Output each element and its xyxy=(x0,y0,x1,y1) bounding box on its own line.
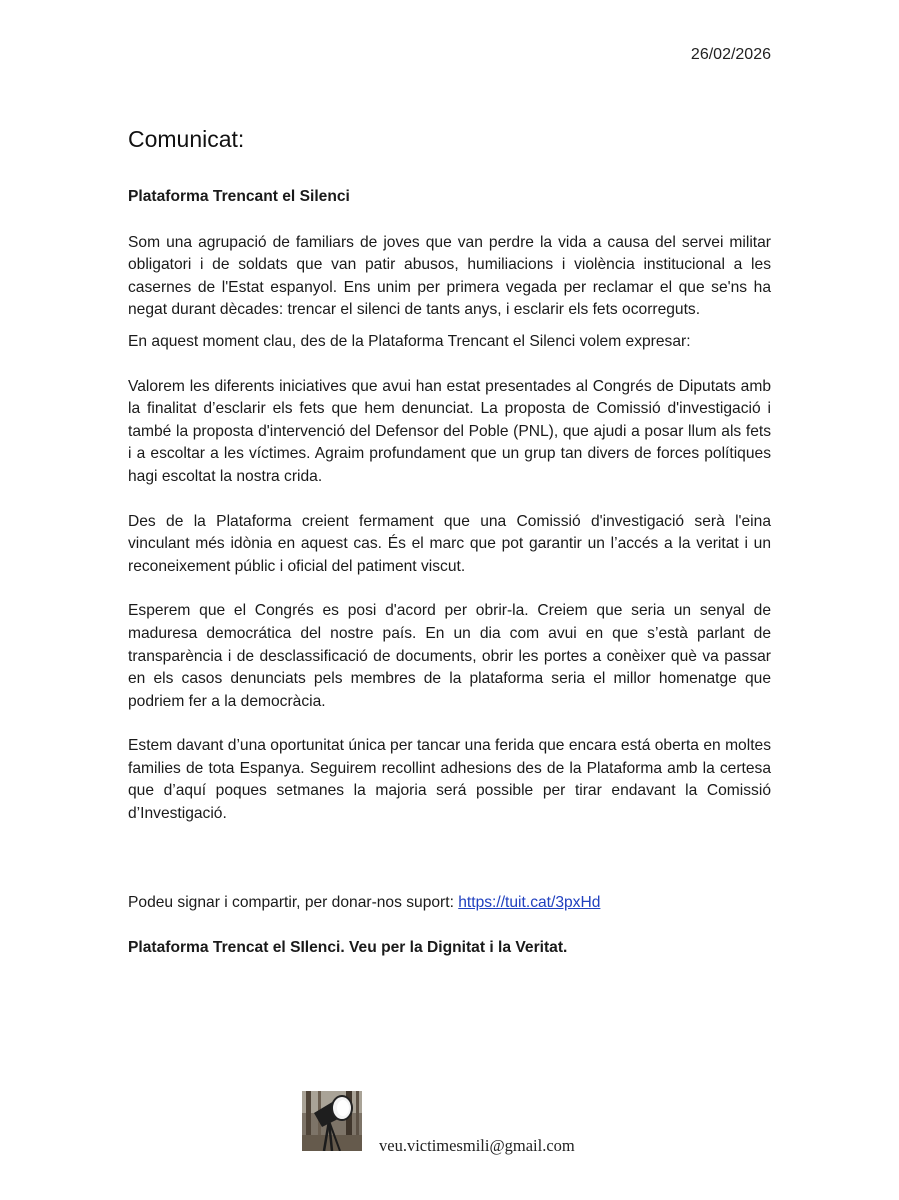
sign-text: Podeu signar i compartir, per donar-nos suport: xyxy=(128,893,459,911)
closing-signature: Plataforma Trencat el SIlenci. Veu per la Dignitat i la Veritat. xyxy=(128,939,568,957)
paragraph-lead: En aquest moment clau, des de la Plataforma Trencant el Silenci volem expresar: xyxy=(128,332,691,350)
document-body xyxy=(128,186,771,960)
spotlight-logo-icon xyxy=(302,1091,362,1151)
contact-email: veu.victimesmili@gmail.com xyxy=(379,1136,575,1155)
sign-line xyxy=(128,892,771,915)
document-date: 26/02/2026 xyxy=(690,46,771,63)
paragraph-intro: Som una agrupació de familiars de joves que van perdre la vida a causa del servei militar obligatori i de soldats que van patir abusos, humiliacions i violència institucional a les casernes de l'Estat espanyol. Ens unim per primera vegada per reclamar el que se'ns ha negat durant dècades: trencar el silenci de tants anys, i esclarir els fets ocorreguts. xyxy=(128,233,771,319)
petition-link[interactable]: https://tuit.cat/3pxHd xyxy=(458,893,601,911)
paragraph-initiatives: Valorem les diferents iniciatives que avui han estat presentades al Congrés de Diputats amb la finalitat d’esclarir els fets que hem denunciat. La proposta de Comissió d'investigació i també la proposta d'intervenció del Defensor del Poble (PNL), que ajudi a posar llum als fets i a escoltar a les víctimes. Agraim profundament que un grup tan divers de forces polítiques hagi escoltat la nostra crida. xyxy=(128,377,771,485)
paragraph-commission: Des de la Plataforma creient fermament que una Comissió d'investigació serà l'eina vinculant més idònia en aquest cas. És el marc que pot garantir un l’accés a la veritat i un reconeixement públic i oficial del patiment viscut. xyxy=(128,512,771,575)
paragraph-congress: Esperem que el Congrés es posi d'acord per obrir-la. Creiem que seria un senyal de maduresa democrática del nostre país. En un dia com avui en que s’està parlant de transparència i de desclassificació de documents, obrir les portes a conèixer què va passar en els casos denunciats pels membres de la plataforma seria el millor homenatge que podriem fer a la democràcia. xyxy=(128,602,771,710)
document-title: Comunicat: xyxy=(128,126,245,152)
platform-heading: Plataforma Trencant el Silenci xyxy=(128,188,350,205)
paragraph-opportunity: Estem davant d’una oportunitat única per tancar una ferida que encara está oberta en moltes families de tota Espanya. Seguirem recollint adhesions des de la Plataforma amb la certesa que d’aquí poques setmanes la majoria será possible per tirar endavant la Comissió d’Investigació. xyxy=(128,737,771,823)
